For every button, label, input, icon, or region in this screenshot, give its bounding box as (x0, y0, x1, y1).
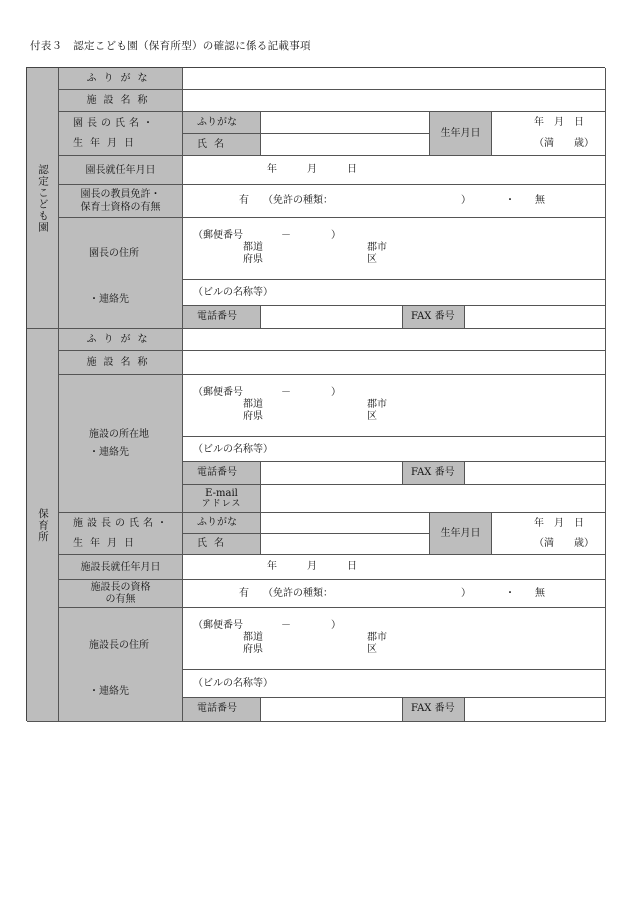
head-phone-field[interactable] (261, 698, 403, 722)
nursery-phone-label: 電話番号 (183, 462, 261, 485)
head-building-field[interactable]: （ビルの名称等） (183, 670, 606, 698)
head-fax-label: FAX 番号 (403, 698, 465, 722)
nursery-address-field[interactable]: （郵便番号 － ） 都道 府県 郡市 区 (183, 375, 606, 437)
head-shimei-field[interactable] (261, 534, 430, 555)
head-qualification-field[interactable]: 有 （免許の種類： ） ・ 無 (183, 580, 606, 608)
head-phone-label: 電話番号 (183, 698, 261, 722)
facility-name-field[interactable] (183, 90, 606, 112)
director-appointment-label: 園長就任年月日 (59, 156, 183, 185)
director-address-field[interactable]: （郵便番号 － ） 都道 府県 郡市 区 (183, 218, 606, 280)
nursery-fax-field[interactable] (465, 462, 606, 485)
head-shimei-label: 氏名 (183, 534, 261, 555)
head-birthdate-label: 生年月日 (430, 513, 492, 555)
director-furigana-label: ふりがな (183, 112, 261, 134)
nursery-email-field[interactable] (261, 485, 606, 513)
section-label-kodomoen: 認定こども園 (27, 68, 59, 329)
director-birthdate-label: 生年月日 (430, 112, 492, 156)
head-appointment-label: 施設長就任年月日 (59, 555, 183, 580)
nursery-fax-label: FAX 番号 (403, 462, 465, 485)
head-qualification-label: 施設長の資格 の有無 (59, 580, 183, 608)
director-name-label: 園長の氏名・ 生年月日 (59, 112, 183, 156)
nursery-email-label: E-mail アドレス (183, 485, 261, 513)
head-address-field[interactable]: （郵便番号 － ） 都道 府県 郡市 区 (183, 608, 606, 670)
nursery-furigana-label: ふりがな (59, 329, 183, 351)
head-name-label: 施設長の氏名・ 生年月日 (59, 513, 183, 555)
nursery-phone-field[interactable] (261, 462, 403, 485)
furigana-label: ふりがな (59, 68, 183, 90)
head-address-label: 施設長の住所 ・連絡先 (59, 608, 183, 722)
furigana-field[interactable] (183, 68, 606, 90)
director-shimei-field[interactable] (261, 134, 430, 156)
nursery-location-label: 施設の所在地 ・連絡先 (59, 375, 183, 513)
director-fax-field[interactable] (465, 306, 606, 329)
director-phone-label: 電話番号 (183, 306, 261, 329)
nursery-furigana-field[interactable] (183, 329, 606, 351)
director-address-label: 園長の住所 ・連絡先 (59, 218, 183, 329)
head-fax-field[interactable] (465, 698, 606, 722)
director-fax-label: FAX 番号 (403, 306, 465, 329)
nursery-name-field[interactable] (183, 351, 606, 375)
nursery-name-label: 施設名称 (59, 351, 183, 375)
director-license-label: 園長の教員免許・ 保育士資格の有無 (59, 185, 183, 218)
director-birthdate-field[interactable]: 年 月 日 （満 歳） (492, 112, 606, 156)
form-table (26, 67, 605, 721)
director-phone-field[interactable] (261, 306, 403, 329)
head-furigana-field[interactable] (261, 513, 430, 534)
section-label-hoikusho: 保育所 (27, 329, 59, 722)
head-birthdate-field[interactable]: 年 月 日 （満 歳） (492, 513, 606, 555)
director-furigana-field[interactable] (261, 112, 430, 134)
director-shimei-label: 氏名 (183, 134, 261, 156)
form-title: 付表３ 認定こども園（保育所型）の確認に係る記載事項 (30, 40, 311, 52)
head-furigana-label: ふりがな (183, 513, 261, 534)
director-license-field[interactable]: 有 （免許の種類： ） ・ 無 (183, 185, 606, 218)
nursery-building-field[interactable]: （ビルの名称等） (183, 437, 606, 462)
director-appointment-field[interactable]: 年 月 日 (183, 156, 606, 185)
facility-name-label: 施設名称 (59, 90, 183, 112)
head-appointment-field[interactable]: 年 月 日 (183, 555, 606, 580)
director-building-field[interactable]: （ビルの名称等） (183, 280, 606, 306)
